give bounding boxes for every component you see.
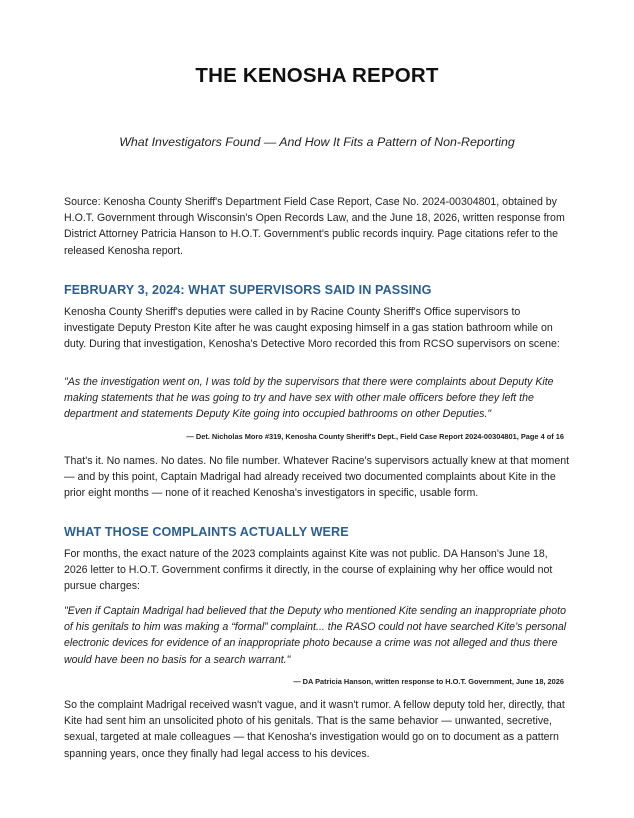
hanson-citation: — DA Patricia Hanson, written response to H.O.T. Government, June 18, 2026 <box>293 677 564 686</box>
hanson-quote: "Even if Captain Madrigal had believed that the Deputy who mentioned Kite sending an inappropriate photo of his genitals to him was making a “formal” complaint... the RASO could not have searched Kite’s personal electronic devices for evidence of an inappropriate photo because a crime was not alleged and thus there would have been no basis for a search warrant." <box>64 605 567 666</box>
report-title: THE KENOSHA REPORT <box>195 64 439 87</box>
section-heading-complaints: WHAT THOSE COMPLAINTS ACTUALLY WERE <box>64 525 349 539</box>
moro-quote: "As the investigation went on, I was told by the supervisors that there were complaints about Deputy Kite making statements that he was going to try and have sex with other male officers before they left the department and statements Deputy Kite going into occupied bathrooms on other Deputies." <box>64 376 554 421</box>
section-heading-february-3: FEBRUARY 3, 2024: WHAT SUPERVISORS SAID IN PASSING <box>64 283 432 297</box>
report-subtitle: What Investigators Found — And How It Fits a Pattern of Non-Reporting <box>119 135 515 149</box>
section1-paragraph: Kenosha County Sheriff's deputies were called in by Racine County Sheriff's Office supervisors to investigate Deputy Preston Kite after he was caught exposing himself in a gas station bathroom while on duty. During that investigation, Kenosha's Detective Moro recorded this from RCSO supervisors on scene: <box>64 306 560 351</box>
section2-paragraph: For months, the exact nature of the 2023 complaints against Kite was not public. DA Hanson's June 18, 2026 letter to H.O.T. Government confirms it directly, in the course of explaining why her office would not pursue charges: <box>64 548 553 593</box>
section1-followup-paragraph: That's it. No names. No dates. No file number. Whatever Racine's supervisors actually knew at that moment — and by this point, Captain Madrigal had already received two documented complaints about Kite in the prior eight months — none of it reached Kenosha's investigators in specific, usable form. <box>64 455 570 500</box>
moro-citation: — Det. Nicholas Moro #319, Kenosha County Sheriff's Dept., Field Case Report 2024-00304801, Page 4 of 16 <box>186 432 564 441</box>
section2-followup-paragraph: So the complaint Madrigal received wasn't vague, and it wasn't rumor. A fellow deputy told her, directly, that Kite had sent him an unsolicited photo of his genitals. That is the same behavior — unwanted, secretive, sexual, targeted at male colleagues — that Kenosha's investigation would go on to document as a pattern spanning years, once they finally had legal access to his devices. <box>64 699 565 760</box>
source-note: Source: Kenosha County Sheriff's Department Field Case Report, Case No. 2024-00304801, obtained by H.O.T. Government through Wisconsin's Open Records Law, and the June 18, 2026, written response from District Attorney Patricia Hanson to H.O.T. Government's public records inquiry. Page citations refer to the released Kenosha report. <box>64 196 565 257</box>
